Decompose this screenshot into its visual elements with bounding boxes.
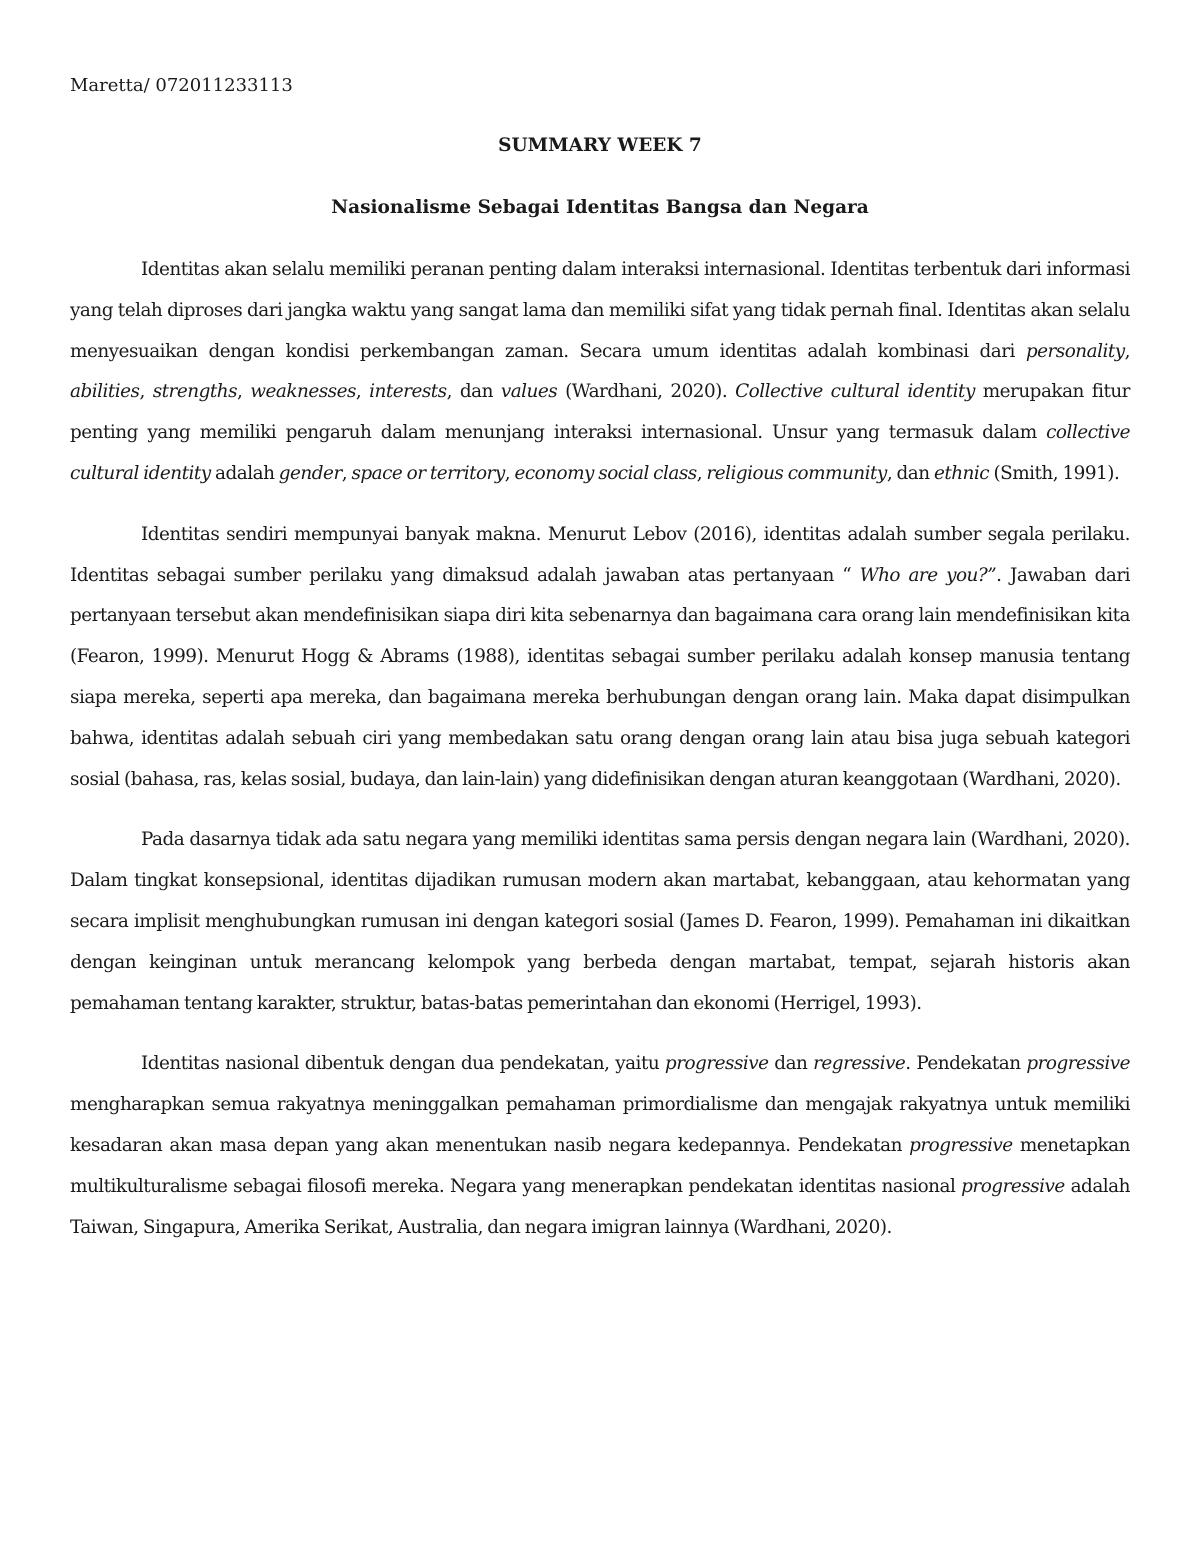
paragraph — [70, 1044, 1130, 1248]
text-run: , dan — [446, 381, 501, 403]
italic-term: space or territory — [351, 462, 505, 484]
text-run: . Jawaban dari pertanyaan tersebut akan mendefinisikan siapa diri kita sebenarnya dan bagaimana cara orang lain mendefinisikan kita (Fearon, 1999). Menurut Hogg & Abrams (1988), identitas sebagai sumber perilaku adalah konsep manusia tentang siapa mereka, seperti apa mereka, dan bagaimana mereka berhubungan dengan orang lain. Maka dapat disimpulkan bahwa, identitas adalah sebuah ciri yang membedakan satu orang dengan orang lain atau bisa juga sebuah kategori sosial (bahasa, ras, kelas sosial, budaya, dan lain-lain) yang didefinisikan dengan aturan keanggotaan (Wardhani, 2020). — [70, 564, 1131, 790]
text-run: . Pendekatan — [905, 1053, 1027, 1075]
text-run: , — [504, 462, 515, 484]
italic-term: progressive — [1026, 1053, 1130, 1075]
italic-term: collective cultural identity — [70, 422, 1130, 484]
text-run: Identitas sendiri mempunyai banyak makna. Menurut Lebov (2016), identitas adalah sumber segala perilaku. Identitas sebagai sumber perilaku yang dimaksud adalah jawaban atas pertanyaan “ — [70, 523, 1130, 586]
text-run: , — [341, 462, 352, 484]
document-title: SUMMARY WEEK 7 — [498, 135, 702, 156]
text-run: Pada dasarnya tidak ada satu negara yang memiliki identitas sama persis dengan negara lain (Wardhani, 2020). Dalam tingkat konsepsional, identitas dijadikan rumusan modern akan martabat, kebanggaan, atau kehormatan yang secara implisit menghubungkan rumusan ini dengan kategori sosial (James D. Fearon, 1999). Pemahaman ini dikaitkan dengan keinginan untuk merancang kelompok yang berbeda dengan martabat, tempat, sejarah historis akan pemahaman tentang karakter, struktur, batas-batas pemerintahan dan ekonomi (Herrigel, 1993). — [70, 829, 1130, 1014]
text-run: , — [696, 462, 707, 484]
italic-term: religious community — [706, 462, 887, 484]
italic-term: personality — [1025, 340, 1125, 362]
text-run: Identitas akan selalu memiliki peranan penting dalam interaksi internasional. Identitas terbentuk dari informasi yang telah diproses dari jangka waktu yang sangat lama dan memiliki sifat yang tidak pernah final. Identitas akan selalu menyesuaikan dengan kondisi perkembangan zaman. Secara umum identitas adalah kombinasi dari — [70, 259, 1130, 362]
italic-term: weaknesses — [250, 381, 356, 403]
italic-term: ethnic — [933, 462, 990, 484]
text-run: merupakan fitur penting yang memiliki pengaruh dalam menunjang interaksi internasional. Unsur yang termasuk dalam — [70, 381, 1130, 444]
italic-term: strengths — [152, 381, 238, 403]
text-run: (Smith, 1991). — [989, 462, 1120, 484]
italic-term: Who are you?” — [859, 564, 997, 586]
text-run: , — [1124, 340, 1130, 362]
italic-term: progressive — [961, 1175, 1065, 1197]
text-run: (Wardhani, 2020). — [557, 381, 736, 403]
text-run: menetapkan multikulturalisme sebagai filosofi mereka. Negara yang menerapkan pendekatan identitas nasional — [70, 1134, 1130, 1197]
text-run: adalah — [210, 462, 279, 484]
italic-term: gender — [278, 462, 342, 484]
italic-term: progressive — [909, 1134, 1013, 1156]
paragraph — [70, 250, 1130, 495]
italic-term: progressive — [664, 1053, 769, 1075]
text-run: , — [139, 381, 153, 403]
italic-term: Collective cultural identity — [735, 381, 975, 403]
italic-term: values — [500, 381, 558, 403]
text-run: mengharapkan semua rakyatnya meninggalkan pemahaman primordialisme dan mengajak rakyatnya untuk memiliki kesadaran akan masa depan yang akan menentukan nasib negara kedepannya. Pendekatan — [70, 1094, 1130, 1156]
text-run: , — [237, 381, 251, 403]
italic-term: economy social class — [514, 462, 697, 484]
italic-term: abilities — [70, 381, 140, 403]
text-run: , dan — [886, 462, 934, 484]
paragraph — [70, 515, 1130, 801]
italic-term: interests — [369, 381, 447, 403]
italic-term: regressive — [813, 1053, 906, 1075]
author-line: Maretta/ 072011233113 — [70, 75, 293, 96]
text-run: , — [355, 381, 370, 403]
text-run: dan — [768, 1053, 814, 1075]
text-run: Identitas nasional dibentuk dengan dua pendekatan, yaitu — [141, 1053, 665, 1075]
document-subtitle: Nasionalisme Sebagai Identitas Bangsa dan Negara — [331, 197, 869, 218]
paragraph — [70, 820, 1130, 1024]
text-run: adalah Taiwan, Singapura, Amerika Serikat, Australia, dan negara imigran lainnya (Wardhani, 2020). — [70, 1175, 1130, 1238]
document-body — [70, 250, 1130, 1268]
